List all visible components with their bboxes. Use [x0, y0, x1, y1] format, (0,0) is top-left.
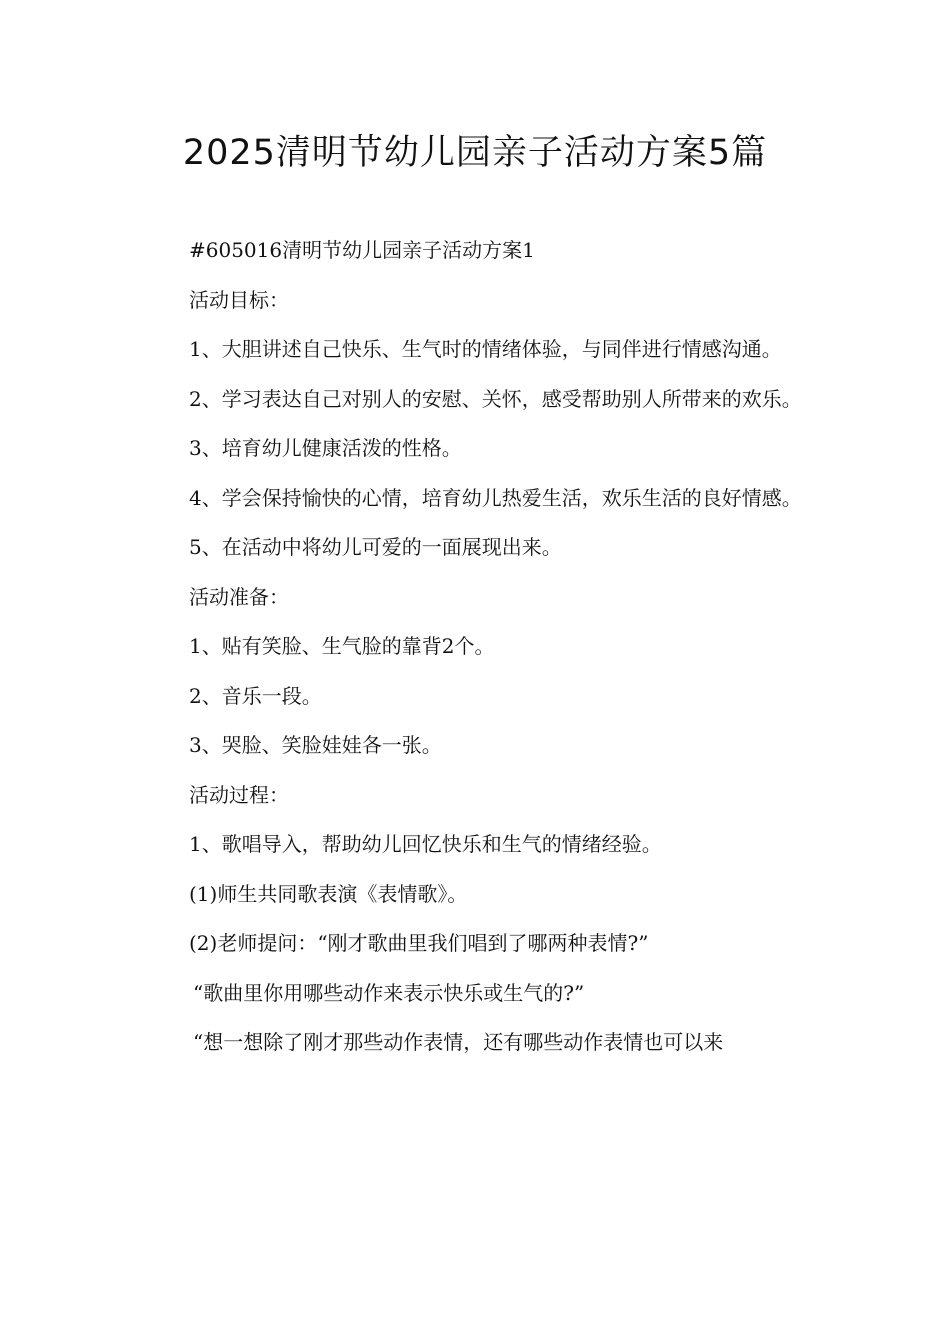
goal-item: 1、大胆讲述自己快乐、生气时的情绪体验，与同伴进行情感沟通。 [189, 337, 782, 361]
teacher-question: “想一想除了刚才那些动作表情，还有哪些动作表情也可以来 [193, 1030, 724, 1054]
goal-item: 2、学习表达自己对别人的安慰、关怀，感受帮助别人所带来的欢乐。 [189, 386, 802, 411]
teacher-question: “歌曲里你用哪些动作来表示快乐或生气的?” [193, 980, 585, 1005]
process-subitem: (1)师生共同歌表演《表情歌》。 [189, 881, 468, 906]
process-subitem: (2)老师提问：“刚才歌曲里我们唱到了哪两种表情?” [189, 931, 649, 955]
subheading-process: 活动过程： [189, 782, 289, 807]
preparation-item: 2、音乐一段。 [189, 683, 322, 708]
subheading-preparation: 活动准备： [189, 584, 289, 609]
document-body [145, 226, 810, 1068]
goal-item: 3、培育幼儿健康活泼的性格。 [189, 436, 462, 460]
process-item: 1、歌唱导入，帮助幼儿回忆快乐和生气的情绪经验。 [189, 832, 662, 856]
goal-item: 5、在活动中将幼儿可爱的一面展现出来。 [189, 535, 562, 559]
subheading-goals: 活动目标： [189, 287, 289, 312]
goal-item: 4、学会保持愉快的心情，培育幼儿热爱生活，欢乐生活的良好情感。 [189, 485, 802, 510]
document-title: 2025清明节幼儿园亲子活动方案5篇 [182, 133, 768, 173]
preparation-item: 3、哭脸、笑脸娃娃各一张。 [189, 733, 442, 757]
section-heading: #605016清明节幼儿园亲子活动方案1 [189, 238, 535, 262]
preparation-item: 1、贴有笑脸、生气脸的靠背2个。 [189, 634, 495, 658]
